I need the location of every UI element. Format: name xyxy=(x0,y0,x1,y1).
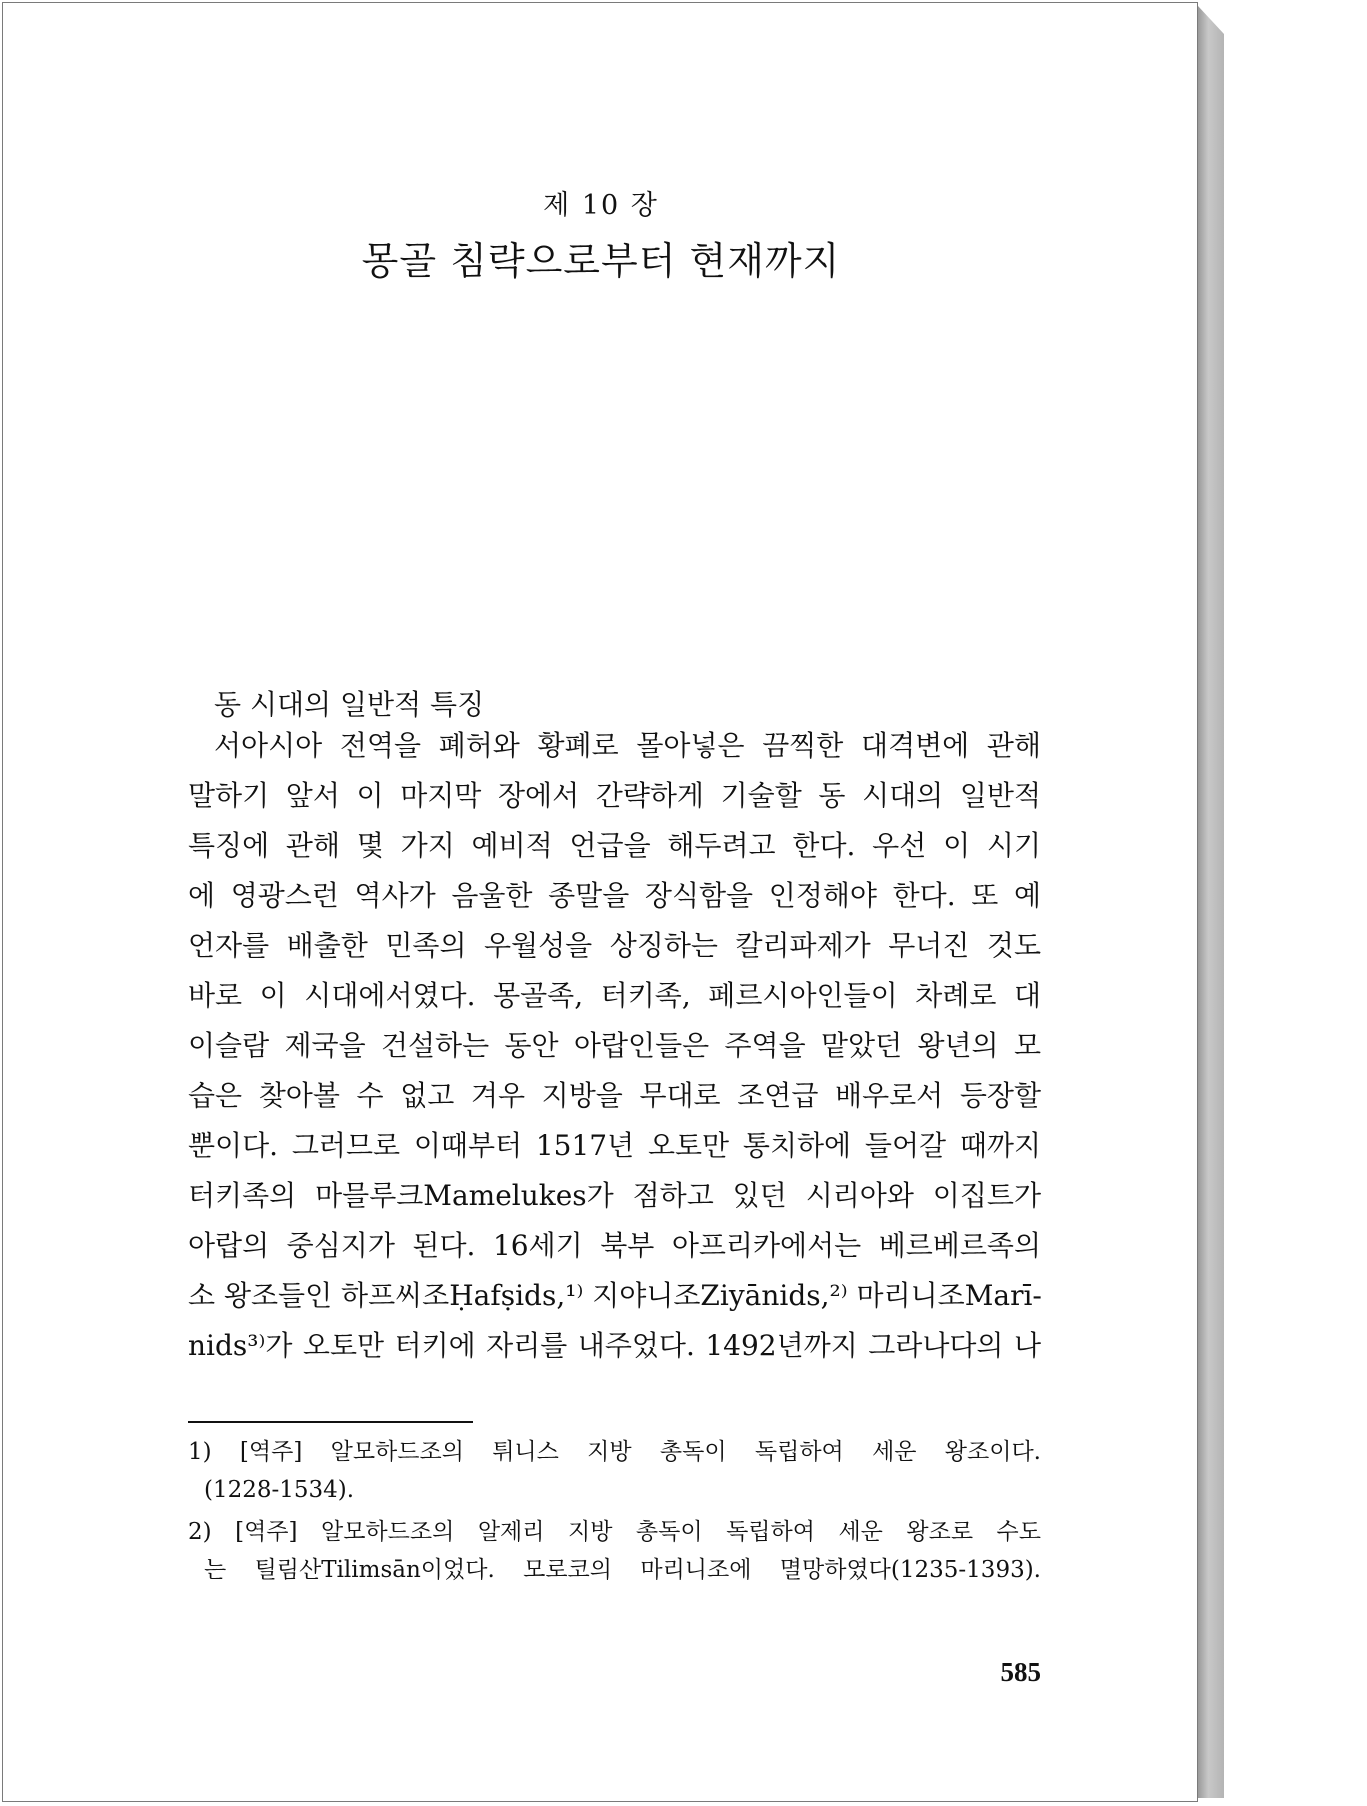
body-line: 뿐이다. 그러므로 이때부터 1517년 오토만 통치하에 들어갈 때까지 xyxy=(188,1129,1041,1162)
book-page xyxy=(2,2,1198,1802)
footnote-line: 는 틸림산Tilimsān이었다. 모로코의 마리니조에 멸망하였다(1235-1393). xyxy=(204,1557,1041,1583)
section-heading: 동 시대의 일반적 특징 xyxy=(214,688,485,721)
footnotes xyxy=(188,1433,1041,1593)
body-line: 터키족의 마믈루크Mamelukes가 점하고 있던 시리아와 이집트가 xyxy=(188,1179,1041,1212)
body-line: 습은 찾아볼 수 없고 겨우 지방을 무대로 조연급 배우로서 등장할 xyxy=(188,1079,1041,1112)
chapter-number: 제 10 장 xyxy=(543,190,659,221)
footnote-1 xyxy=(188,1433,1041,1509)
body-line: 바로 이 시대에서였다. 몽골족, 터키족, 페르시아인들이 차례로 대 xyxy=(188,979,1041,1012)
footnote-divider xyxy=(188,1421,473,1423)
body-line: 언자를 배출한 민족의 우월성을 상징하는 칼리파제가 무너진 것도 xyxy=(188,929,1041,962)
body-line: 특징에 관해 몇 가지 예비적 언급을 해두려고 한다. 우선 이 시기 xyxy=(188,829,1041,862)
body-line: 서아시아 전역을 폐허와 황폐로 몰아넣은 끔찍한 대격변에 관해 xyxy=(214,729,1041,762)
book-page-edge xyxy=(1198,6,1224,1798)
page-number: 585 xyxy=(1000,1657,1041,1687)
footnote-2 xyxy=(188,1513,1041,1589)
footnote-line: 1) [역주] 알모하드조의 튀니스 지방 총독이 독립하여 세운 왕조이다. xyxy=(188,1439,1041,1465)
footnote-line: (1228-1534). xyxy=(204,1477,355,1503)
body-text xyxy=(188,721,1041,1371)
body-line: 이슬람 제국을 건설하는 동안 아랍인들은 주역을 맡았던 왕년의 모 xyxy=(188,1029,1041,1062)
footnote-line: 2) [역주] 알모하드조의 알제리 지방 총독이 독립하여 세운 왕조로 수도 xyxy=(188,1519,1041,1545)
chapter-title: 몽골 침략으로부터 현재까지 xyxy=(361,239,841,283)
body-line: 소 왕조들인 하프씨조Ḥafṣids,¹⁾ 지야니조Ziyānids,²⁾ 마리니조Marī- xyxy=(188,1279,1042,1312)
body-line: 말하기 앞서 이 마지막 장에서 간략하게 기술할 동 시대의 일반적 xyxy=(188,779,1041,812)
body-line: nids³⁾가 오토만 터키에 자리를 내주었다. 1492년까지 그라나다의 나 xyxy=(188,1329,1041,1362)
body-line: 에 영광스런 역사가 음울한 종말을 장식함을 인정해야 한다. 또 예 xyxy=(188,879,1041,912)
body-line: 아랍의 중심지가 된다. 16세기 북부 아프리카에서는 베르베르족의 xyxy=(188,1229,1041,1262)
